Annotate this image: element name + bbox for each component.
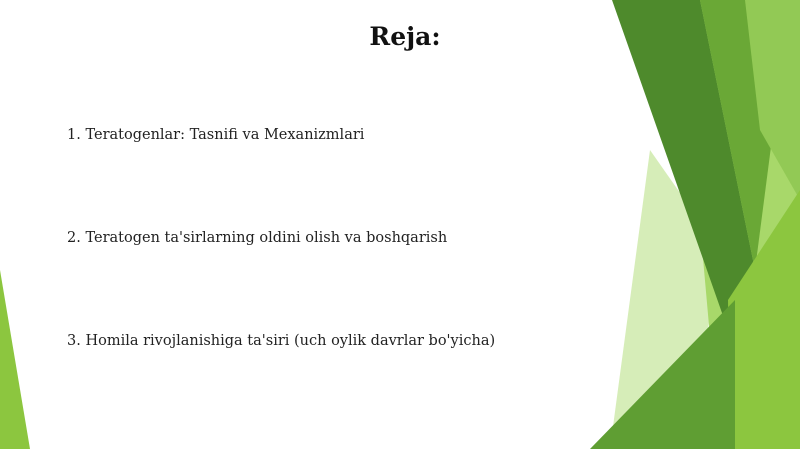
left-green-sliver: [0, 270, 30, 449]
agenda-item-3: 3. Homila rivojlanishiga ta'siri (uch oylik davrlar bo'yicha): [67, 333, 496, 349]
agenda-item-1: 1. Teratogenlar: Tasnifi va Mexanizmlari: [67, 127, 365, 143]
slide-title: Reja:: [369, 22, 441, 51]
agenda-item-2: 2. Teratogen ta'sirlarning oldini olish va boshqarish: [67, 230, 448, 246]
